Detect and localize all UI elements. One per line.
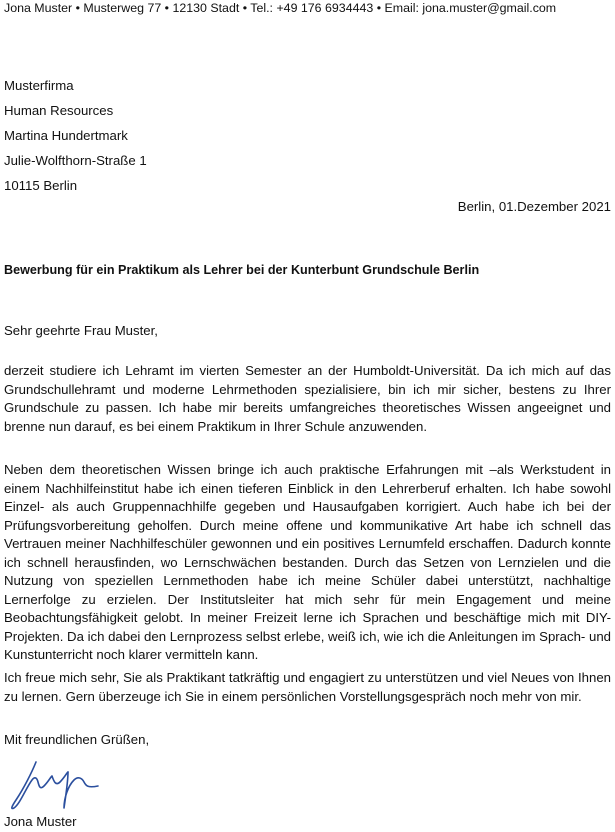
- sender-name: Jona Muster: [4, 814, 77, 829]
- letter-date: Berlin, 01.Dezember 2021: [457, 199, 611, 214]
- letter-salutation: Sehr geehrte Frau Muster,: [4, 323, 158, 338]
- recipient-contact-person: Martina Hundertmark: [4, 128, 128, 143]
- body-paragraph-2: Neben dem theoretischen Wissen bringe ich auch praktische Erfahrungen mit –als Werkstudent in einem Nachhilfeinstitut habe ich einen tieferen Einblick in den Lehrerberuf erhalten. Ich habe sowohl Einzel- als auch Gruppennachhilfe gegeben und Hausaufgaben korrigiert. Auch habe ich bei der Prüfungsvorbereitung geholfen. Durch meine offene und kommunikative Art habe ich schnell das Vertrauen meiner Nachhilfeschüler gewonnen und ein positives Lernumfeld erschaffen. Dadurch konnte ich schnell herausfinden, wo Lernschwächen bestanden. Durch das Setzen von Lernzielen und die Nutzung von speziellen Lernmethoden habe ich meine Schüler dabei unterstützt, nachhaltige Lernerfolge zu erzielen. Der Institutsleiter hat mich sehr für mein Engagement und meine Beobachtungsfähigkeit gelobt. In meiner Freizeit lerne ich Sprachen und beschäftige mich mit DIY-Projekten. Da ich dabei den Lernprozess selbst erlebe, weiß ich, wie ich die Anleitungen im Sprach- und Kunstunterricht noch klarer vermitteln kann.: [4, 462, 611, 662]
- sender-contact-line: Jona Muster • Musterweg 77 • 12130 Stadt • Tel.: +49 176 6934443 • Email: jona.muster@gmail.com: [4, 1, 557, 15]
- handwritten-signature: [2, 758, 112, 814]
- body-paragraph-3: Ich freue mich sehr, Sie als Praktikant tatkräftig und engagiert zu unterstützen und viel Neues von Ihnen zu lernen. Gern überzeuge ich Sie in einem persönlichen Vorstellungsgespräch noch mehr von mir.: [4, 670, 611, 704]
- signature-stroke-2: [64, 772, 98, 808]
- letter-subject: Bewerbung für ein Praktikum als Lehrer bei der Kunterbunt Grundschule Berlin: [4, 263, 480, 277]
- recipient-department: Human Resources: [4, 103, 114, 118]
- recipient-city: 10115 Berlin: [4, 178, 78, 193]
- recipient-street: Julie-Wolfthorn-Straße 1: [4, 153, 147, 168]
- recipient-company: Musterfirma: [4, 78, 74, 93]
- recipient-address-block: [4, 73, 147, 198]
- body-paragraph-1: derzeit studiere ich Lehramt im vierten Semester an der Humboldt-Universität. Da ich mich auf das Grundschullehramt und moderne Lehrmethoden spezialisiere, bin ich mir sicher, bestens zu Ihrer Grundschule zu passen. Ich habe mir bereits umfangreiches theoretisches Wissen angeeignet und brenne nun darauf, es bei einem Praktikum in Ihrer Schule anzuwenden.: [4, 363, 611, 434]
- letter-closing: Mit freundlichen Grüßen,: [4, 732, 150, 747]
- signature-stroke-1: [12, 762, 68, 809]
